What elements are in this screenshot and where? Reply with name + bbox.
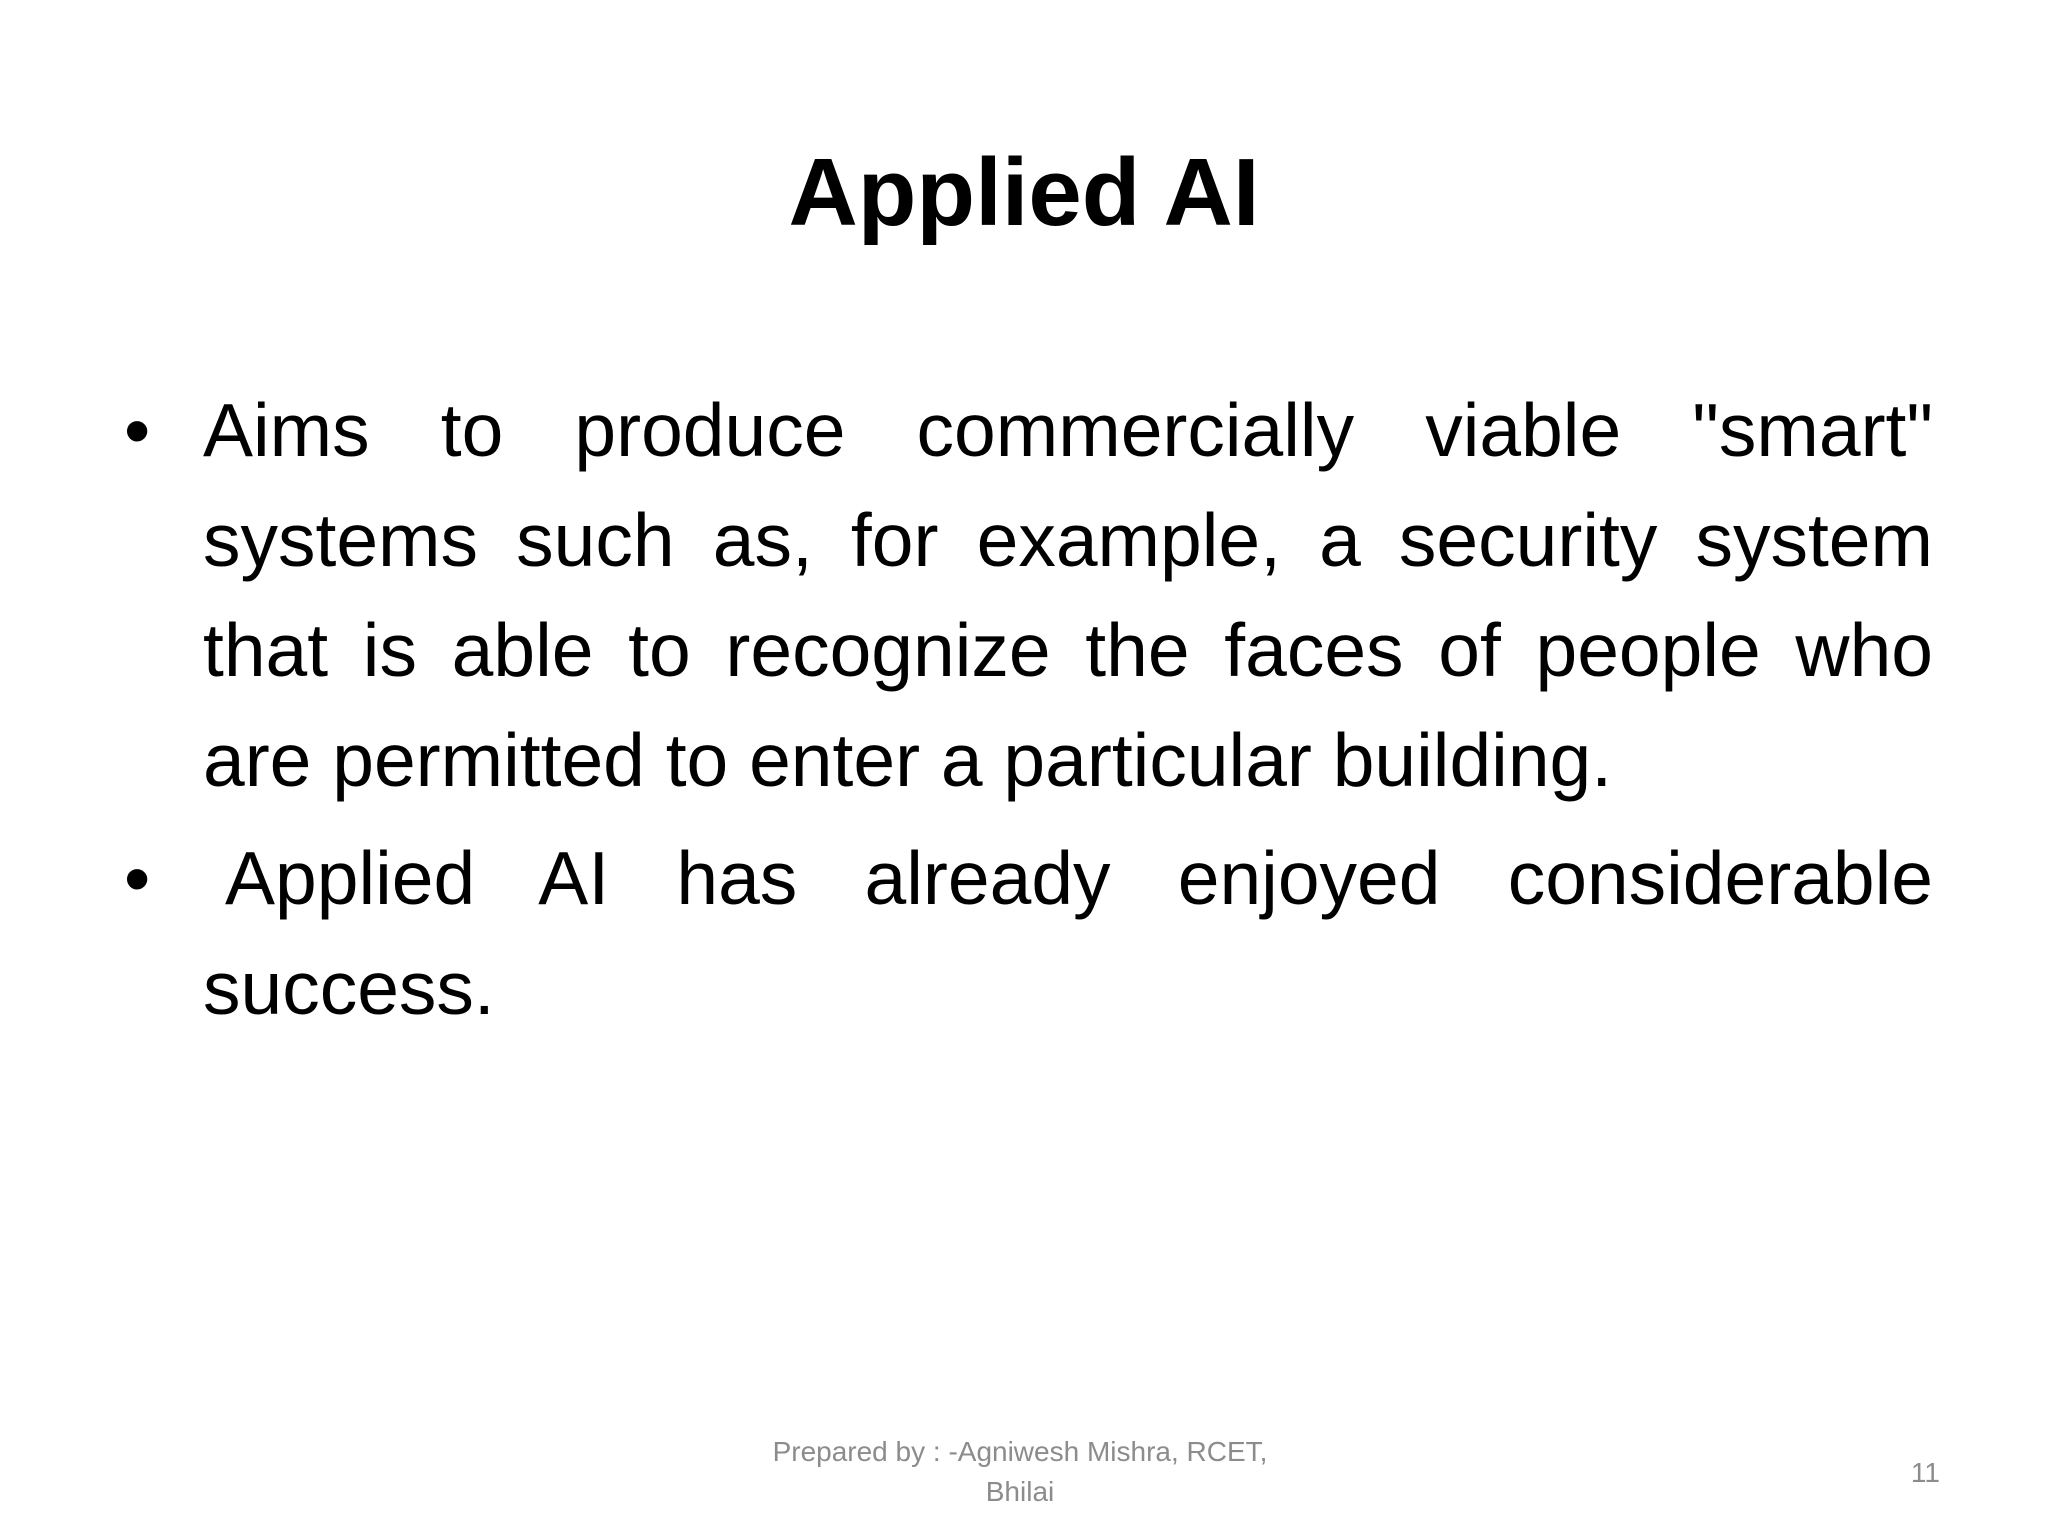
slide-title: Applied AI (788, 139, 1260, 246)
bullet-item (118, 375, 1933, 815)
bullet-text: Aims to produce commercially viable "smart" systems such as, for example, a security system that is able to recognize the faces of people who are permitted to enter a particular building. (203, 388, 1933, 802)
bullet-list (118, 375, 1933, 1051)
bullet-item (118, 823, 1933, 1043)
bullet-icon: • (124, 836, 151, 920)
footer-prepared-by: Prepared by : -Agniwesh Mishra, RCET, Bhilai (772, 1436, 1268, 1507)
bullet-icon: • (124, 388, 151, 472)
page-number: 11 (1910, 1457, 1940, 1488)
bullet-text: Applied AI has already enjoyed considerable success. (203, 836, 1933, 1030)
